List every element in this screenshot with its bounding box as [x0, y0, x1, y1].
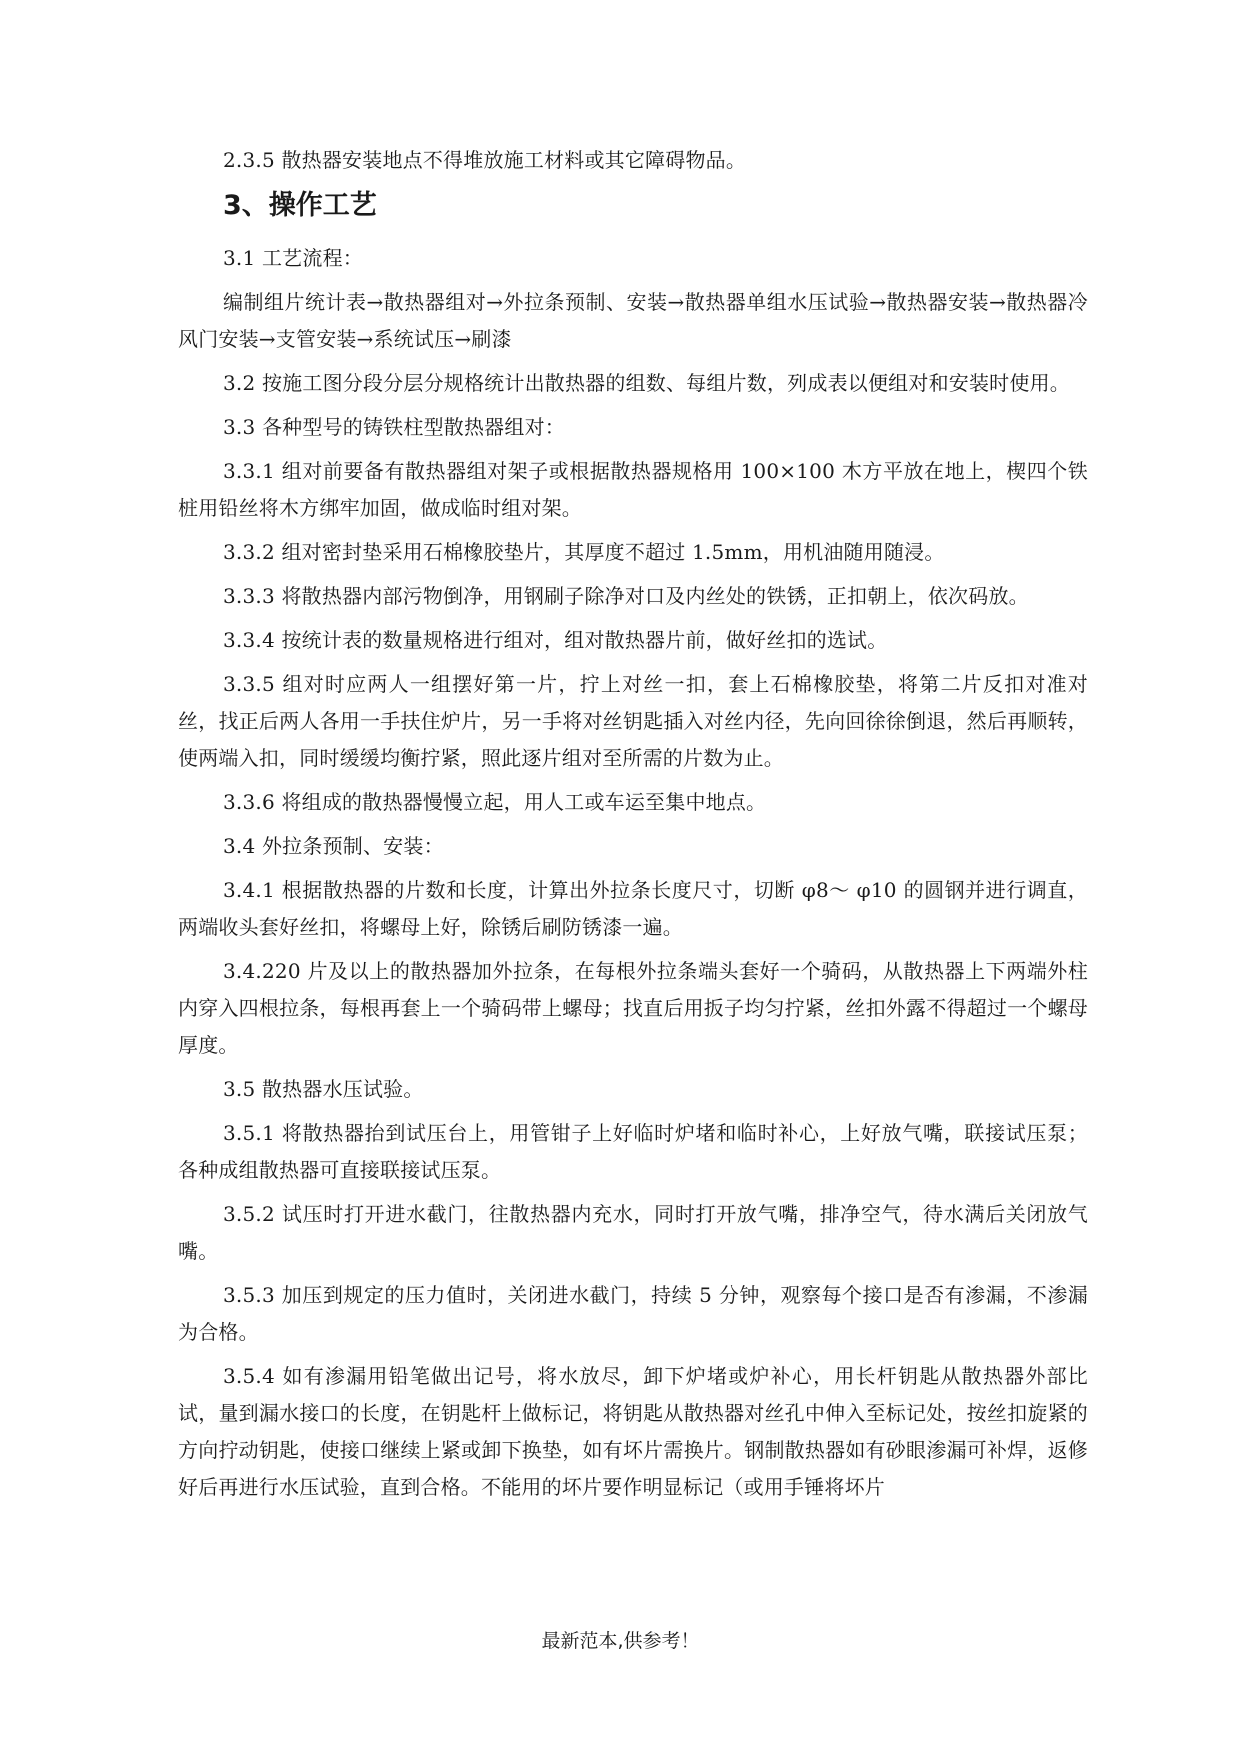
- paragraph-3-3-1: 3.3.1 组对前要备有散热器组对架子或根据散热器规格用 100×100 木方平放在地上，楔四个铁桩用铅丝将木方绑牢加固，做成临时组对架。: [178, 459, 1088, 520]
- paragraph-3-3-5: 3.3.5 组对时应两人一组摆好第一片，拧上对丝一扣，套上石棉橡胶垫，将第二片反扣对准对丝，找正后两人各用一手扶住炉片，另一手将对丝钥匙插入对丝内径，先向回徐徐倒退，然后再顺转，使两端入扣，同时缓缓均衡拧紧，照此逐片组对至所需的片数为止。: [178, 672, 1088, 770]
- document-body: [178, 142, 1088, 1513]
- paragraph-3-5-2: 3.5.2 试压时打开进水截门，往散热器内充水，同时打开放气嘴，排净空气，待水满后关闭放气嘴。: [178, 1202, 1088, 1263]
- paragraph-3-5: 3.5 散热器水压试验。: [223, 1077, 424, 1101]
- paragraph-3-3-4: 3.3.4 按统计表的数量规格进行组对，组对散热器片前，做好丝扣的选试。: [223, 628, 888, 652]
- paragraph-3-4: 3.4 外拉条预制、安装：: [223, 834, 444, 858]
- paragraph-3-3-2: 3.3.2 组对密封垫采用石棉橡胶垫片，其厚度不超过 1.5mm，用机油随用随浸。: [223, 540, 945, 564]
- section-heading-3: 3、操作工艺: [223, 190, 377, 221]
- paragraph-3-5-4: 3.5.4 如有渗漏用铅笔做出记号，将水放尽，卸下炉堵或炉补心，用长杆钥匙从散热器外部比试，量到漏水接口的长度，在钥匙杆上做标记，将钥匙从散热器对丝孔中伸入至标记处，按丝扣旋紧的方向拧动钥匙，使接口继续上紧或卸下换垫，如有坏片需换片。钢制散热器如有砂眼渗漏可补焊，返修好后再进行水压试验，直到合格。不能用的坏片要作明显标记（或用手锤将坏片: [178, 1364, 1088, 1499]
- paragraph-3-2: 3.2 按施工图分段分层分规格统计出散热器的组数、每组片数，列成表以便组对和安装时使用。: [223, 371, 1070, 395]
- paragraph-3-4-1: 3.4.1 根据散热器的片数和长度，计算出外拉条长度尺寸，切断 φ8～ φ10 的圆钢并进行调直，两端收头套好丝扣，将螺母上好，除锈后刷防锈漆一遍。: [178, 878, 1088, 939]
- paragraph-3-1: 3.1 工艺流程：: [223, 246, 363, 270]
- paragraph-3-5-3: 3.5.3 加压到规定的压力值时，关闭进水截门，持续 5 分钟，观察每个接口是否有渗漏，不渗漏为合格。: [178, 1283, 1088, 1344]
- paragraph-3-3-3: 3.3.3 将散热器内部污物倒净，用钢刷子除净对口及内丝处的铁锈，正扣朝上，依次码放。: [223, 584, 1029, 608]
- page-footer: 最新范本,供参考！: [541, 1630, 700, 1652]
- paragraph-3-4-2: 3.4.220 片及以上的散热器加外拉条，在每根外拉条端头套好一个骑码，从散热器上下两端外柱内穿入四根拉条，每根再套上一个骑码带上螺母；找直后用扳子均匀拧紧，丝扣外露不得超过一个螺母厚度。: [178, 959, 1088, 1057]
- paragraph-3-3: 3.3 各种型号的铸铁柱型散热器组对：: [223, 415, 565, 439]
- paragraph-2-3-5: 2.3.5 散热器安装地点不得堆放施工材料或其它障碍物品。: [223, 148, 747, 172]
- paragraph-process-flow: 编制组片统计表→散热器组对→外拉条预制、安装→散热器单组水压试验→散热器安装→散热器冷风门安装→支管安装→系统试压→刷漆: [178, 290, 1088, 351]
- paragraph-3-3-6: 3.3.6 将组成的散热器慢慢立起，用人工或车运至集中地点。: [223, 790, 767, 814]
- paragraph-3-5-1: 3.5.1 将散热器抬到试压台上，用管钳子上好临时炉堵和临时补心，上好放气嘴，联接试压泵；各种成组散热器可直接联接试压泵。: [178, 1121, 1088, 1182]
